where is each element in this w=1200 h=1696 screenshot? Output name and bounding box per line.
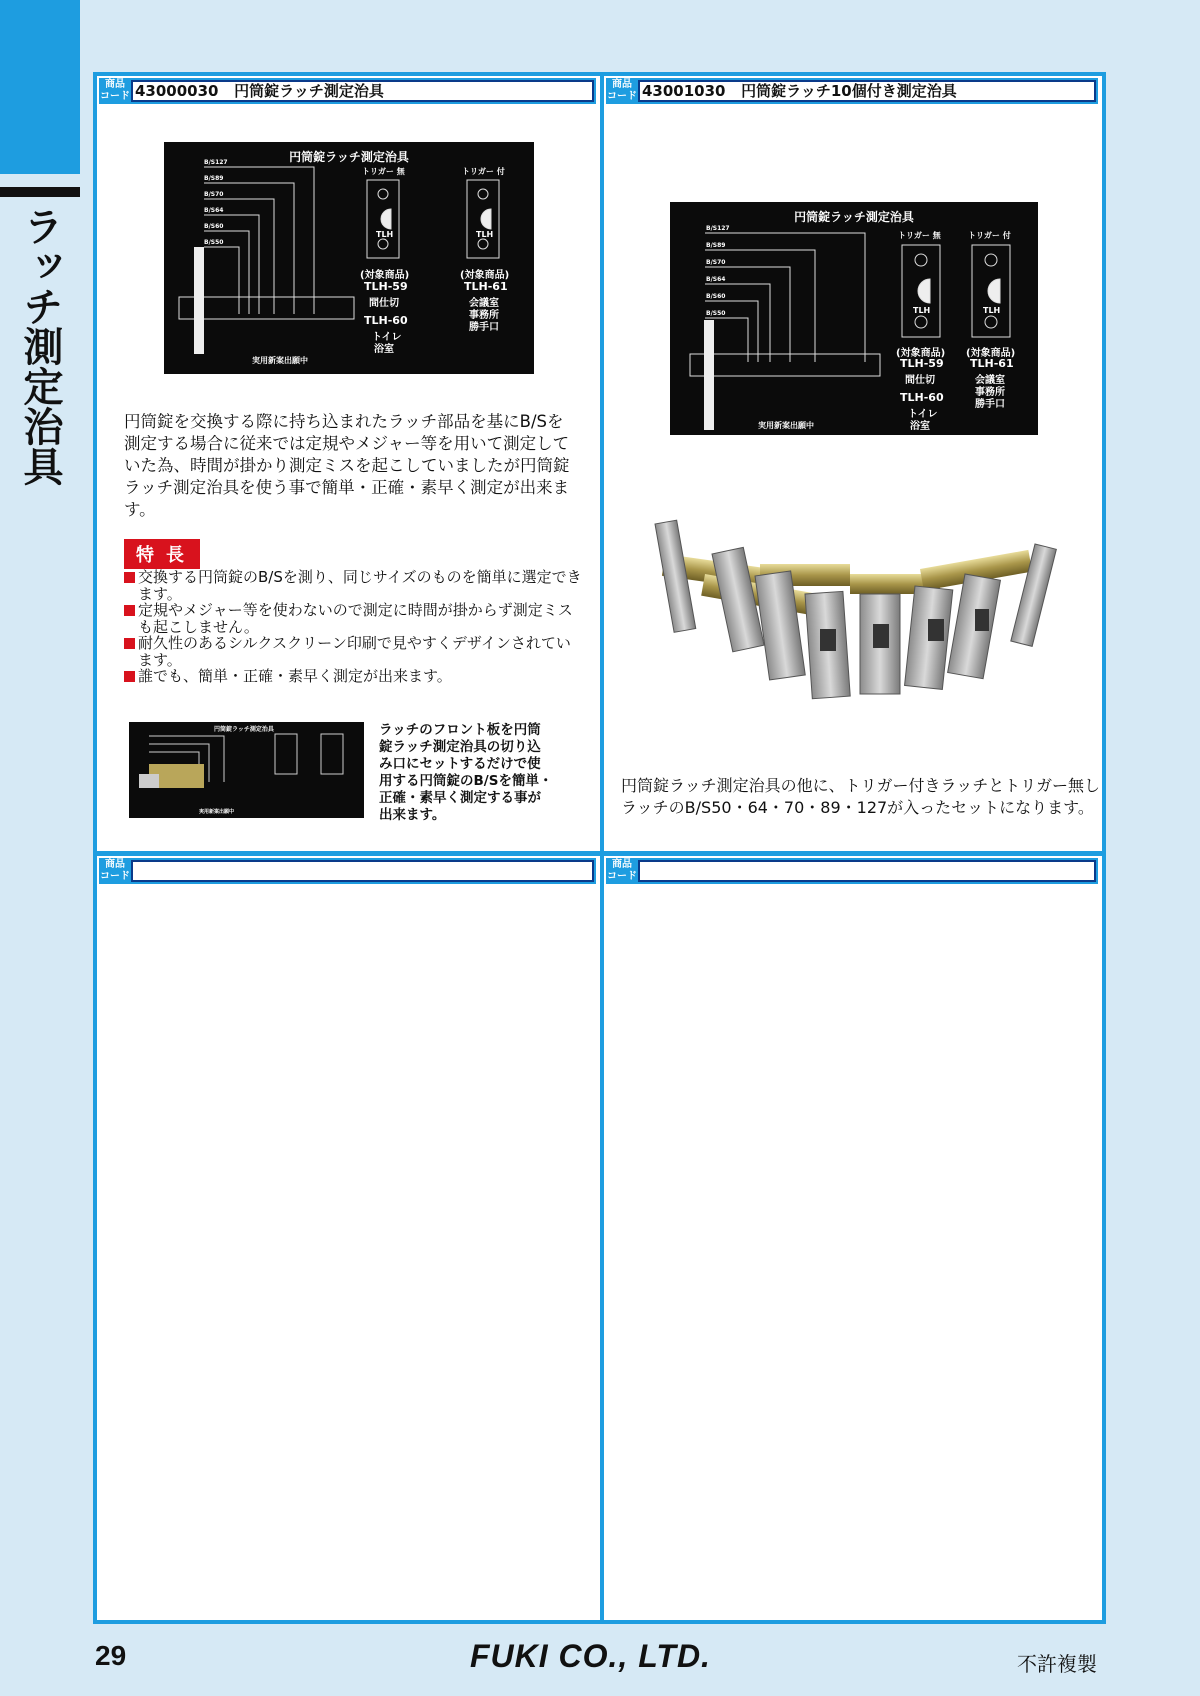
plate-title: 円筒錠ラッチ測定治具 [794, 210, 914, 224]
product-header-box [131, 860, 594, 882]
plate-model: TLH-59 [364, 280, 408, 293]
feature-item: 誰でも、簡単・正確・素早く測定が出来ます。 [124, 668, 584, 685]
usage-plate-patent: 実用新案出願中 [199, 809, 235, 815]
plate-model: TLH-60 [900, 391, 944, 404]
measuring-jig-photo [164, 142, 534, 374]
plate-brand: TLH [983, 306, 1001, 315]
usage-graphic [129, 722, 364, 818]
plate-size-label: B/S50 [706, 310, 726, 317]
plate-size-label: B/S60 [706, 293, 726, 300]
plate-use: 間仕切 [905, 375, 935, 386]
features-list [124, 569, 584, 685]
plate-size-label: B/S70 [706, 259, 726, 266]
plate-use: 浴室 [910, 421, 930, 432]
plate-use: 会議室 [469, 298, 499, 309]
product-cell-2 [604, 76, 1102, 851]
plate-use: 勝手口 [975, 399, 1005, 410]
product-description: 円筒錠ラッチ測定治具の他に、トリガー付きラッチとトリガー無しラッチのB/S50・64・70・89・127が入ったセットになります。 [621, 776, 1101, 817]
product-cell-1 [97, 76, 600, 851]
usage-caption: ラッチのフロント板を円筒錠ラッチ測定治具の切り込み口にセットするだけで使用する円筒錠のB/Sを簡単・正確・素早く測定する事が出来ます。 [379, 722, 553, 823]
plate-trigger-none: トリガー 無 [898, 231, 941, 240]
product-header [99, 858, 596, 884]
product-name: 円筒錠ラッチ10個付き測定治具 [741, 82, 957, 100]
plate-patent: 実用新案出願中 [252, 356, 308, 365]
page-number: 29 [95, 1640, 127, 1671]
plate-brand: TLH [376, 230, 394, 239]
plate-size-label: B/S127 [706, 225, 730, 232]
product-code-label: 商品 コード [100, 79, 130, 102]
product-code: 43000030 [135, 82, 219, 100]
section-title: ラッチ測定治具 [17, 206, 63, 486]
plate-model: TLH-59 [900, 357, 944, 370]
plate-trigger-with: トリガー 付 [462, 167, 505, 176]
product-code-label: 商品 コード [100, 859, 130, 882]
plate-use: 間仕切 [369, 298, 399, 309]
plate-size-label: B/S50 [204, 239, 224, 246]
copyright-notice: 不許複製 [1017, 1652, 1097, 1676]
plate-use: 浴室 [374, 344, 394, 355]
measuring-jig-photo [670, 202, 1038, 435]
usage-photo [129, 722, 364, 818]
product-name: 円筒錠ラッチ測定治具 [234, 82, 384, 100]
plate-brand: TLH [476, 230, 494, 239]
plate-target-label: (対象商品) [360, 270, 410, 281]
product-code: 43001030 [642, 82, 726, 100]
latch-set-photo [620, 514, 1090, 724]
product-header-box [638, 860, 1096, 882]
plate-size-label: B/S89 [706, 242, 726, 249]
feature-item: 定規やメジャー等を使わないので測定に時間が掛からず測定ミスも起こしません。 [124, 602, 584, 635]
plate-use: トイレ [908, 409, 938, 420]
product-header [99, 78, 596, 104]
product-cell-4 [604, 856, 1102, 1620]
plate-model: TLH-61 [464, 280, 508, 293]
plate-trigger-none: トリガー 無 [362, 167, 405, 176]
product-code-label: 商品 コード [607, 859, 637, 882]
plate-size-label: B/S89 [204, 175, 224, 182]
plate-use: 事務所 [975, 387, 1005, 398]
plate-size-label: B/S60 [204, 223, 224, 230]
side-tab-divider [0, 187, 80, 197]
plate-trigger-with: トリガー 付 [968, 231, 1011, 240]
product-header [606, 858, 1098, 884]
features-badge: 特長 [124, 539, 200, 569]
plate-use: 事務所 [469, 310, 499, 321]
product-header [606, 78, 1098, 104]
plate-use: 会議室 [975, 375, 1005, 386]
plate-target-label: (対象商品) [966, 348, 1016, 359]
plate-size-label: B/S64 [706, 276, 726, 283]
product-cell-3 [97, 856, 600, 1620]
plate-model: TLH-61 [970, 357, 1014, 370]
plate-use: 勝手口 [469, 322, 499, 333]
latch-set-graphic [620, 514, 1090, 724]
product-header-box [638, 80, 1096, 102]
product-code-label: 商品 コード [607, 79, 637, 102]
product-description: 円筒錠を交換する際に持ち込まれたラッチ部品を基にB/Sを測定する場合に従来では定規やメジャー等を用いて測定していた為、時間が掛かり測定ミスを起こしていましたが円筒錠ラッチ測定治具を使う事で簡単・正確・素早く測定が出来ます。 [124, 412, 570, 519]
plate-use: トイレ [372, 332, 402, 343]
plate-target-label: (対象商品) [460, 270, 510, 281]
side-tab [0, 0, 80, 174]
plate-size-label: B/S70 [204, 191, 224, 198]
plate-title: 円筒錠ラッチ測定治具 [289, 150, 409, 164]
plate-size-label: B/S64 [204, 207, 224, 214]
feature-item: 耐久性のあるシルクスクリーン印刷で見やすくデザインされています。 [124, 635, 584, 668]
feature-item: 交換する円筒錠のB/Sを測り、同じサイズのものを簡単に選定できます。 [124, 569, 584, 602]
product-header-box [131, 80, 594, 102]
usage-plate-title: 円筒錠ラッチ測定治具 [214, 726, 274, 733]
plate-size-label: B/S127 [204, 159, 228, 166]
plate-brand: TLH [913, 306, 931, 315]
plate-target-label: (対象商品) [896, 348, 946, 359]
product-grid [93, 72, 1106, 1624]
plate-model: TLH-60 [364, 314, 408, 327]
plate-patent: 実用新案出願中 [758, 421, 814, 430]
company-name: FUKI CO., LTD. [470, 1638, 711, 1674]
